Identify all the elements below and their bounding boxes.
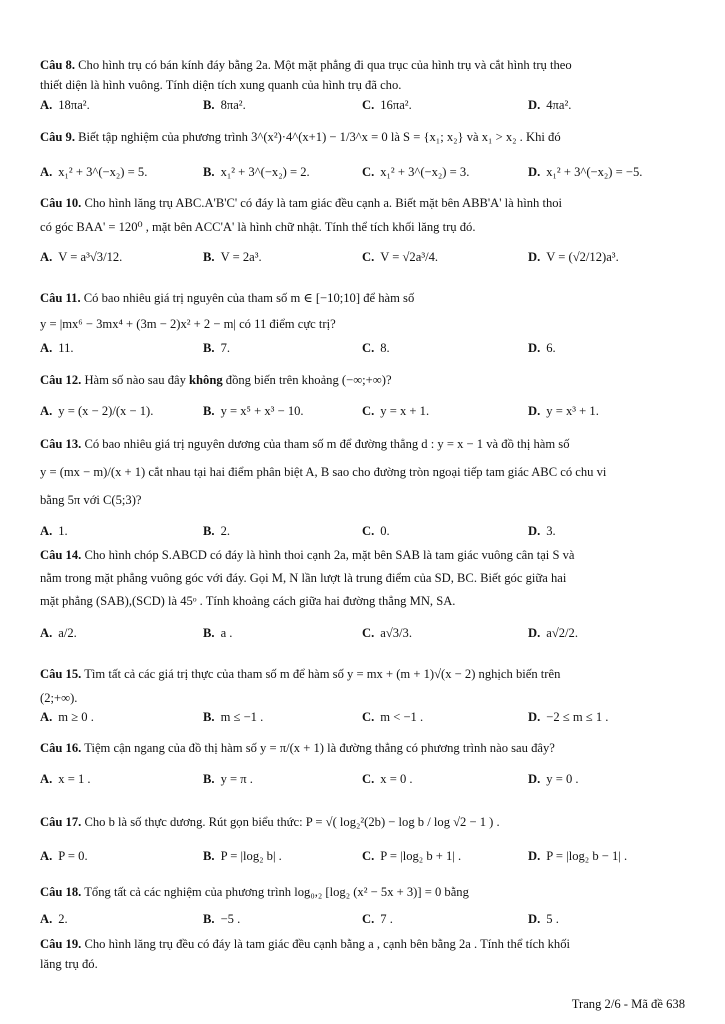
option-b: B. a . (203, 626, 233, 640)
question-text: (2;+∞). (40, 691, 78, 705)
question-19 (40, 934, 690, 974)
option-c: C. y = x + 1. (362, 404, 430, 418)
options-14 (40, 626, 690, 650)
question-text: Tổng tất cả các nghiệm của phương trình log₀,₂ [log₂ (x² − 5x + 3)] = 0 bằng (84, 885, 469, 899)
page-footer: Trang 2/6 - Mã đề 638 (571, 997, 685, 1011)
option-a: A. a/2. (40, 626, 77, 640)
options-11 (40, 341, 690, 365)
question-text: Cho b là số thực dương. Rút gọn biểu thức: P = √( log₂²(2b) − log b / log √2 − 1 ) . (84, 815, 500, 829)
option-d: D. 5 . (528, 912, 559, 926)
option-a: A. x₁² + 3^(−x₂) = 5. (40, 165, 148, 179)
options-16 (40, 772, 690, 796)
option-d: D. x₁² + 3^(−x₂) = −5. (528, 165, 643, 179)
question-label: Câu 13. (40, 437, 82, 451)
option-c: C. 16πa². (362, 98, 412, 112)
option-a: A. V = a³√3/12. (40, 250, 123, 264)
option-d: D. y = 0 . (528, 772, 579, 786)
question-text: Tiệm cận ngang của đồ thị hàm số y = π/(x + 1) là đường thẳng có phương trình nào sau đây? (84, 741, 555, 755)
question-text: có góc BAA' = 120⁰ , mặt bên ACC'A' là hình chữ nhật. Tính thể tích khối lăng trụ đó. (40, 220, 476, 234)
option-b: B. −5 . (203, 912, 241, 926)
question-10 (40, 193, 690, 237)
question-14 (40, 545, 690, 611)
question-text: Cho hình chóp S.ABCD có đáy là hình thoi cạnh 2a, mặt bên SAB là tam giác vuông cân tại S và (84, 548, 575, 562)
option-c: C. x = 0 . (362, 772, 413, 786)
question-label: Câu 14. (40, 548, 82, 562)
option-b: B. P = |log₂ b| . (203, 849, 282, 863)
option-a: A. 2. (40, 912, 68, 926)
question-16 (40, 738, 690, 758)
options-9 (40, 165, 690, 189)
question-text: Cho hình trụ có bán kính đáy bằng 2a. Một mặt phẳng đi qua trục của hình trụ và cắt hình trụ theo (78, 58, 572, 72)
option-d: D. y = x³ + 1. (528, 404, 599, 418)
question-8 (40, 55, 690, 95)
option-c: C. 7 . (362, 912, 393, 926)
option-c: C. P = |log₂ b + 1| . (362, 849, 462, 863)
options-12 (40, 404, 690, 428)
option-d: D. a√2/2. (528, 626, 578, 640)
question-text: Biết tập nghiệm của phương trình 3^(x²)·4^(x+1) − 1/3^x = 0 là S = {x₁; x₂} và x₁ > x₂ . Khi đó (78, 130, 561, 144)
option-d: D. P = |log₂ b − 1| . (528, 849, 628, 863)
options-10 (40, 250, 690, 274)
question-label: Câu 19. (40, 937, 82, 951)
options-17 (40, 849, 690, 873)
option-c: C. x₁² + 3^(−x₂) = 3. (362, 165, 470, 179)
question-label: Câu 18. (40, 885, 82, 899)
question-label: Câu 9. (40, 130, 75, 144)
question-13 (40, 434, 690, 510)
option-a: A. y = (x − 2)/(x − 1). (40, 404, 154, 418)
question-text: y = (mx − m)/(x + 1) cắt nhau tại hai điểm phân biệt A, B sao cho đường tròn ngoại tiếp tam giác ABC có chu vi (40, 465, 607, 479)
options-15 (40, 710, 690, 734)
option-b: B. m ≤ −1 . (203, 710, 264, 724)
question-label: Câu 8. (40, 58, 75, 72)
question-9 (40, 127, 690, 147)
question-text: Có bao nhiêu giá trị nguyên của tham số m ∈ [−10;10] để hàm số (83, 291, 415, 305)
question-18 (40, 882, 690, 902)
question-12 (40, 370, 690, 390)
option-b: B. 2. (203, 524, 231, 538)
option-c: C. m < −1 . (362, 710, 424, 724)
option-d: D. V = (√2/12)a³. (528, 250, 619, 264)
question-text: y = |mx⁶ − 3mx⁴ + (3m − 2)x² + 2 − m| có 11 điểm cực trị? (40, 317, 336, 331)
question-15 (40, 664, 690, 708)
option-a: A. P = 0. (40, 849, 88, 863)
question-text: Hàm số nào sau đây không đồng biến trên khoảng (−∞;+∞)? (84, 373, 392, 387)
option-b: B. 8πa². (203, 98, 246, 112)
question-text: Cho hình lăng trụ đều có đáy là tam giác đều cạnh bằng a , cạnh bên bằng 2a . Tính thể tích khối (84, 937, 570, 951)
option-c: C. 0. (362, 524, 390, 538)
option-d: D. −2 ≤ m ≤ 1 . (528, 710, 609, 724)
option-b: B. y = x⁵ + x³ − 10. (203, 404, 304, 418)
option-c: C. 8. (362, 341, 390, 355)
question-label: Câu 11. (40, 291, 81, 305)
option-b: B. x₁² + 3^(−x₂) = 2. (203, 165, 310, 179)
option-a: A. 18πa². (40, 98, 90, 112)
question-label: Câu 15. (40, 667, 82, 681)
option-a: A. 11. (40, 341, 74, 355)
option-c: C. V = √2a³/4. (362, 250, 439, 264)
options-8 (40, 98, 690, 122)
question-label: Câu 17. (40, 815, 82, 829)
question-text: Có bao nhiêu giá trị nguyên dương của tham số m để đường thẳng d : y = x − 1 và đồ thị hàm số (84, 437, 570, 451)
question-label: Câu 10. (40, 196, 82, 210)
option-c: C. a√3/3. (362, 626, 412, 640)
option-a: A. 1. (40, 524, 68, 538)
question-text: thiết diện là hình vuông. Tính diện tích xung quanh của hình trụ đã cho. (40, 78, 402, 92)
options-18 (40, 912, 690, 936)
option-a: A. x = 1 . (40, 772, 91, 786)
question-text: mặt phẳng (SAB),(SCD) là 45ᵒ . Tính khoảng cách giữa hai đường thẳng MN, SA. (40, 594, 456, 608)
question-text: Tìm tất cả các giá trị thực của tham số m để hàm số y = mx + (m + 1)√(x − 2) nghịch biến trên (84, 667, 561, 681)
option-d: D. 6. (528, 341, 556, 355)
option-b: B. y = π . (203, 772, 253, 786)
question-17 (40, 812, 690, 832)
question-label: Câu 12. (40, 373, 82, 387)
question-text: lăng trụ đó. (40, 957, 98, 971)
question-label: Câu 16. (40, 741, 82, 755)
question-text: nằm trong mặt phẳng vuông góc với đáy. Gọi M, N lần lượt là trung điểm của SD, BC. Biết góc giữa hai (40, 571, 567, 585)
option-b: B. V = 2a³. (203, 250, 262, 264)
question-text: Cho hình lăng trụ ABC.A'B'C' có đáy là tam giác đều cạnh a. Biết mặt bên ABB'A' là hình thoi (84, 196, 563, 210)
question-11 (40, 288, 690, 334)
option-a: A. m ≥ 0 . (40, 710, 94, 724)
option-d: D. 4πa². (528, 98, 572, 112)
option-d: D. 3. (528, 524, 556, 538)
option-b: B. 7. (203, 341, 231, 355)
question-text: bằng 5π với C(5;3)? (40, 493, 142, 507)
